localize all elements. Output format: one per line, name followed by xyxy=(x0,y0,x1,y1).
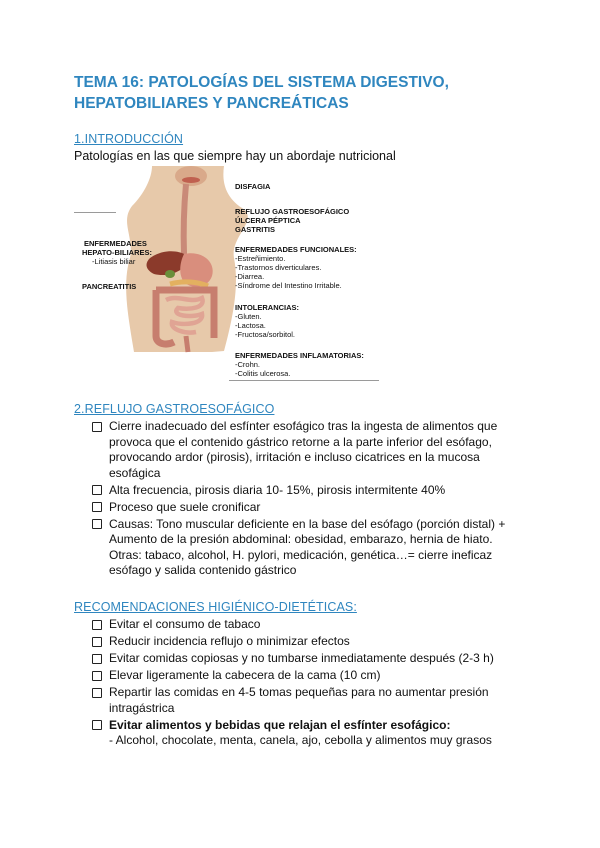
checkbox-icon[interactable] xyxy=(92,654,102,664)
label-hepato-1: ENFERMEDADES xyxy=(84,239,147,248)
list-item-text: Alta frecuencia, pirosis diaria 10- 15%, pirosis intermitente 40% xyxy=(109,482,446,497)
label-infl-1: -Crohn. xyxy=(235,360,261,369)
list-item-text: Cierre inadecuado del esfínter esofágico tras la ingesta de alimentos que provoca que el contenido gástrico retorne a la parte inferior del esófago, provocando ardor (pirosis), irritación e incluso cicatrices en la mucosa esofágica xyxy=(109,419,498,480)
checkbox-icon[interactable] xyxy=(92,720,102,730)
list-item xyxy=(92,419,522,481)
digestive-system-figure xyxy=(74,166,384,382)
list-item-text: Evitar alimentos y bebidas que relajan el esfínter esofágico: xyxy=(109,717,451,732)
reflujo-list xyxy=(92,419,522,580)
intro-heading: 1.INTRODUCCIÓN xyxy=(74,132,184,146)
recomendaciones-list xyxy=(92,617,522,750)
page-title xyxy=(74,72,544,114)
label-ulcera: ÚLCERA PÉPTICA xyxy=(235,216,301,225)
list-item xyxy=(92,617,522,633)
figure-separator-line xyxy=(74,212,116,213)
gallbladder xyxy=(165,270,175,278)
reflujo-heading: 2.REFLUJO GASTROESOFÁGICO xyxy=(74,402,275,416)
label-inflamatorias: ENFERMEDADES INFLAMATORIAS: xyxy=(235,351,364,360)
esophagus xyxy=(184,184,186,254)
label-reflujo: REFLUJO GASTROESOFÁGICO xyxy=(235,207,350,216)
list-item-text: Reducir incidencia reflujo o minimizar efectos xyxy=(109,634,350,648)
list-item xyxy=(92,500,522,516)
label-funcionales: ENFERMEDADES FUNCIONALES: xyxy=(235,245,357,254)
checkbox-icon[interactable] xyxy=(92,637,102,647)
list-item xyxy=(92,685,522,716)
list-item xyxy=(92,651,522,667)
label-infl-2: -Colitis ulcerosa. xyxy=(235,369,291,378)
label-intol-2: -Lactosa. xyxy=(235,321,266,330)
title-line-1: TEMA 16: PATOLOGÍAS DEL SISTEMA DIGESTIVO, xyxy=(74,74,449,91)
list-item xyxy=(92,634,522,650)
label-func-1: -Estreñimiento. xyxy=(235,254,286,263)
label-hepato-3: -Litiasis biliar xyxy=(92,257,136,266)
label-gastritis: GASTRITIS xyxy=(235,225,276,234)
label-func-3: -Diarrea. xyxy=(235,272,265,281)
list-item-text: Evitar comidas copiosas y no tumbarse inmediatamente después (2-3 h) xyxy=(109,651,494,665)
label-disfagia: DISFAGIA xyxy=(235,182,271,191)
checkbox-icon[interactable] xyxy=(92,519,102,529)
checkbox-icon[interactable] xyxy=(92,422,102,432)
checkbox-icon[interactable] xyxy=(92,688,102,698)
list-item-subtext: - Alcohol, chocolate, menta, canela, ajo, cebolla y alimentos muy grasos xyxy=(109,733,492,747)
title-line-2: HEPATOBILIARES Y PANCREÁTICAS xyxy=(74,95,349,112)
list-item xyxy=(92,668,522,684)
list-item-text: Repartir las comidas en 4-5 tomas pequeñas para no aumentar presión intragástrica xyxy=(109,685,489,715)
label-func-4: -Síndrome del Intestino Irritable. xyxy=(235,281,342,290)
label-intol-3: -Fructosa/sorbitol. xyxy=(235,330,296,339)
checkbox-icon[interactable] xyxy=(92,485,102,495)
list-item-text: Evitar el consumo de tabaco xyxy=(109,617,261,631)
anatomy-illustration xyxy=(74,166,384,382)
rectum xyxy=(186,336,188,352)
list-item xyxy=(92,718,522,749)
list-item xyxy=(92,517,522,579)
label-pancreatitis: PANCREATITIS xyxy=(82,282,137,291)
list-item-text: Proceso que suele cronificar xyxy=(109,499,261,514)
figure-bottom-line xyxy=(229,380,379,381)
list-item-text: Elevar ligeramente la cabecera de la cama (10 cm) xyxy=(109,668,381,682)
label-intol-1: -Gluten. xyxy=(235,312,262,321)
checkbox-icon[interactable] xyxy=(92,502,102,512)
list-item xyxy=(92,483,522,499)
intro-text: Patologías en las que siempre hay un abordaje nutricional xyxy=(74,149,396,163)
tongue xyxy=(182,177,200,183)
label-intolerancias: INTOLERANCIAS: xyxy=(235,303,300,312)
checkbox-icon[interactable] xyxy=(92,671,102,681)
recomendaciones-heading: RECOMENDACIONES HIGIÉNICO-DIETÉTICAS: xyxy=(74,600,357,614)
label-func-2: -Trastornos diverticulares. xyxy=(235,263,322,272)
list-item-text: Causas: Tono muscular deficiente en la base del esófago (porción distal) + Aumento de la presión abdominal: obesidad, embarazo, hernia de hiato. Otras: tabaco, alcohol, H. pylori, medicación, genética…= cierre ineficaz esófago y salida contenido gástrico xyxy=(109,516,506,577)
label-hepato-2: HEPATO-BILIARES: xyxy=(82,248,153,257)
checkbox-icon[interactable] xyxy=(92,620,102,630)
